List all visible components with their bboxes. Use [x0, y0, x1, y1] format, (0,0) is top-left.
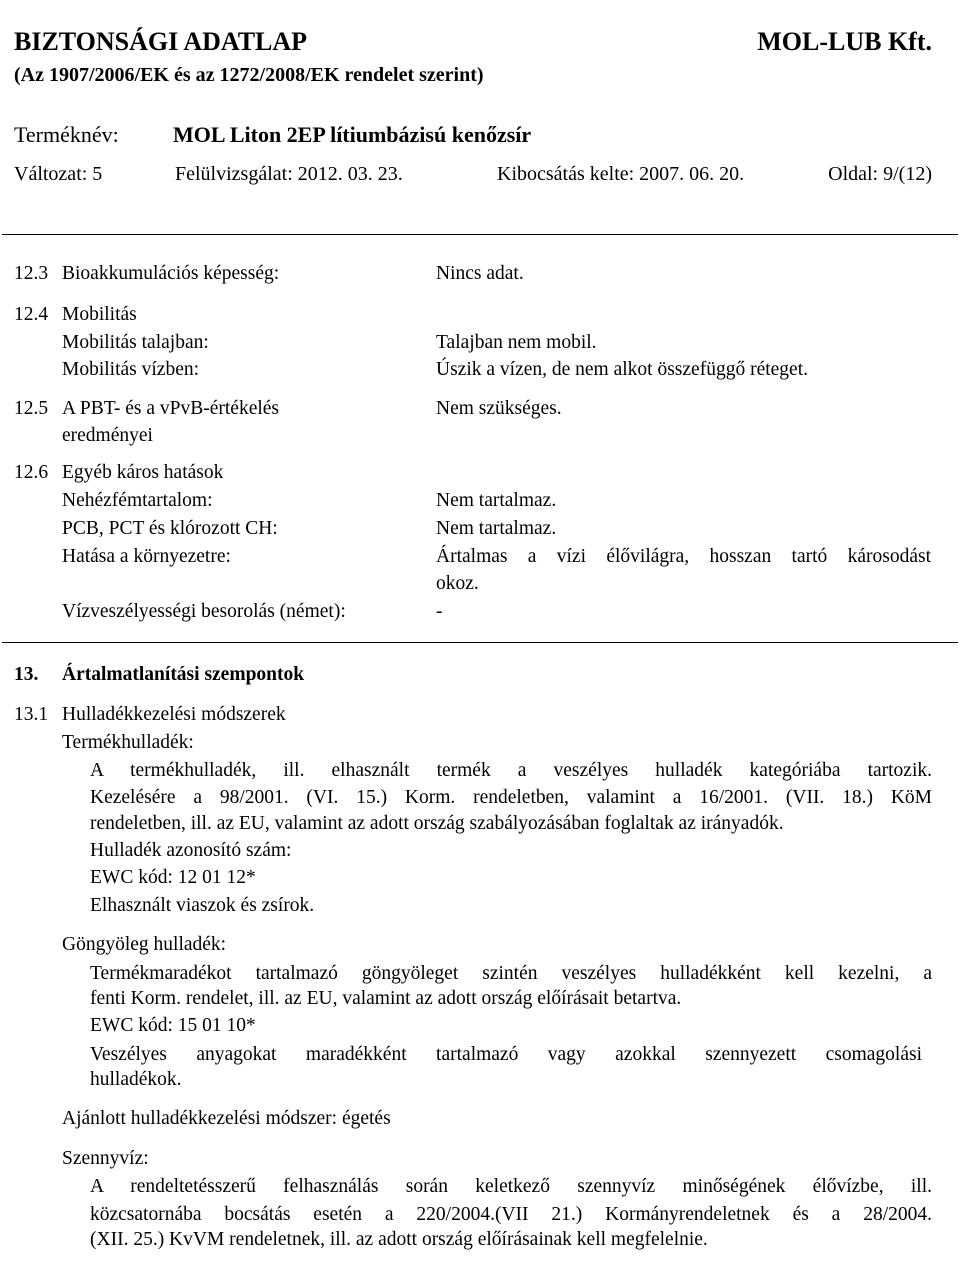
s12-4-title: Mobilitás [62, 304, 137, 325]
environment-effect-value: Ártalmas a vízi élővilágra, hosszan tartó károsodást [436, 546, 931, 567]
wastewater-line-3: (XII. 25.) KvVM rendeletnek, ill. az adott ország előírásainak kell megfelelnie. [90, 1229, 708, 1250]
s13-title: Ártalmatlanítási szempontok [62, 664, 305, 685]
water-mobility-value: Úszik a vízen, de nem alkot összefüggő réteget. [436, 359, 808, 380]
s12-5-number: 12.5 [14, 398, 49, 419]
product-waste-line-1: A termékhulladék, ill. elhasznált termék a veszélyes hulladék kategóriába tartozik. [90, 760, 932, 781]
water-hazard-class-label: Vízveszélyességi besorolás (német): [62, 601, 346, 622]
packaging-waste-line-1: Termékmaradékot tartalmazó göngyöleget szintén veszélyes hulladékként kell kezelni, a [90, 963, 932, 984]
product-waste-line-3: rendeletben, ill. az EU, valamint az adott ország szabályozásában foglaltak az irányadók. [90, 813, 784, 834]
s12-3-number: 12.3 [14, 263, 49, 284]
s13-1-title: Hulladékkezelési módszerek [62, 704, 286, 725]
water-hazard-class-value: - [436, 601, 443, 622]
recommended-disposal-method: Ajánlott hulladékkezelési módszer: égetés [62, 1108, 391, 1129]
pcb-label: PCB, PCT és klórozott CH: [62, 518, 278, 539]
ewc-code-product-description: Elhasznált viaszok és zsírok. [90, 895, 315, 916]
ewc-code-product: EWC kód: 12 01 12* [90, 867, 256, 888]
header-divider [2, 234, 958, 235]
product-name-label: Terméknév: [14, 122, 119, 147]
regulation-reference: (Az 1907/2006/EK és az 1272/2008/EK rendelet szerint) [14, 64, 484, 86]
s12-6-title: Egyéb káros hatások [62, 462, 224, 483]
s13-1-number: 13.1 [14, 704, 49, 725]
document-title: BIZTONSÁGI ADATLAP [14, 27, 308, 56]
product-waste-line-2: Kezelésére a 98/2001. (VI. 15.) Korm. rendeletben, valamint a 16/2001. (VII. 18.) KöM [90, 787, 932, 808]
pcb-value: Nem tartalmaz. [436, 518, 557, 539]
water-mobility-label: Mobilitás vízben: [62, 359, 200, 380]
ewc-code-packaging: EWC kód: 15 01 10* [90, 1015, 256, 1036]
packaging-description-line-2: hulladékok. [90, 1069, 182, 1090]
packaging-waste-line-2: fenti Korm. rendelet, ill. az EU, valamint az adott ország előírásait betartva. [90, 988, 682, 1009]
s13-number: 13. [14, 664, 39, 685]
wastewater-line-1: A rendeltetésszerű felhasználás során keletkező szennyvíz minőségének élővízbe, ill. [90, 1176, 932, 1197]
page-number: Oldal: 9/(12) [828, 163, 932, 185]
wastewater-label: Szennyvíz: [62, 1148, 149, 1169]
company-name: MOL-LUB Kft. [757, 27, 932, 56]
s12-6-number: 12.6 [14, 462, 49, 483]
s12-3-label: Bioakkumulációs képesség: [62, 263, 280, 284]
s12-3-value: Nincs adat. [436, 263, 524, 284]
packaging-waste-label: Göngyöleg hulladék: [62, 934, 227, 955]
product-name: MOL Liton 2EP lítiumbázisú kenőzsír [173, 122, 532, 147]
soil-mobility-label: Mobilitás talajban: [62, 332, 209, 353]
issue-date: Kibocsátás kelte: 2007. 06. 20. [497, 163, 745, 185]
s12-5-label: A PBT- és a vPvB-értékelés [62, 398, 280, 419]
s12-4-number: 12.4 [14, 304, 49, 325]
product-waste-label: Termékhulladék: [62, 732, 194, 753]
environment-effect-value-continued: okoz. [436, 573, 479, 594]
version: Változat: 5 [14, 163, 103, 185]
packaging-description-line-1: Veszélyes anyagokat maradékként tartalmazó vagy azokkal szennyezett csomagolási [90, 1044, 922, 1065]
s12-5-value: Nem szükséges. [436, 398, 562, 419]
waste-id-label: Hulladék azonosító szám: [90, 840, 292, 861]
environment-effect-label: Hatása a környezetre: [62, 546, 231, 567]
heavy-metal-value: Nem tartalmaz. [436, 490, 557, 511]
revision-date: Felülvizsgálat: 2012. 03. 23. [175, 163, 403, 185]
section-divider [2, 642, 958, 643]
s12-5-label-continued: eredményei [62, 425, 153, 446]
soil-mobility-value: Talajban nem mobil. [436, 332, 597, 353]
heavy-metal-label: Nehézfémtartalom: [62, 490, 213, 511]
wastewater-line-2: közcsatornába bocsátás esetén a 220/2004.(VII 21.) Kormányrendeletnek és a 28/2004. [90, 1204, 932, 1225]
